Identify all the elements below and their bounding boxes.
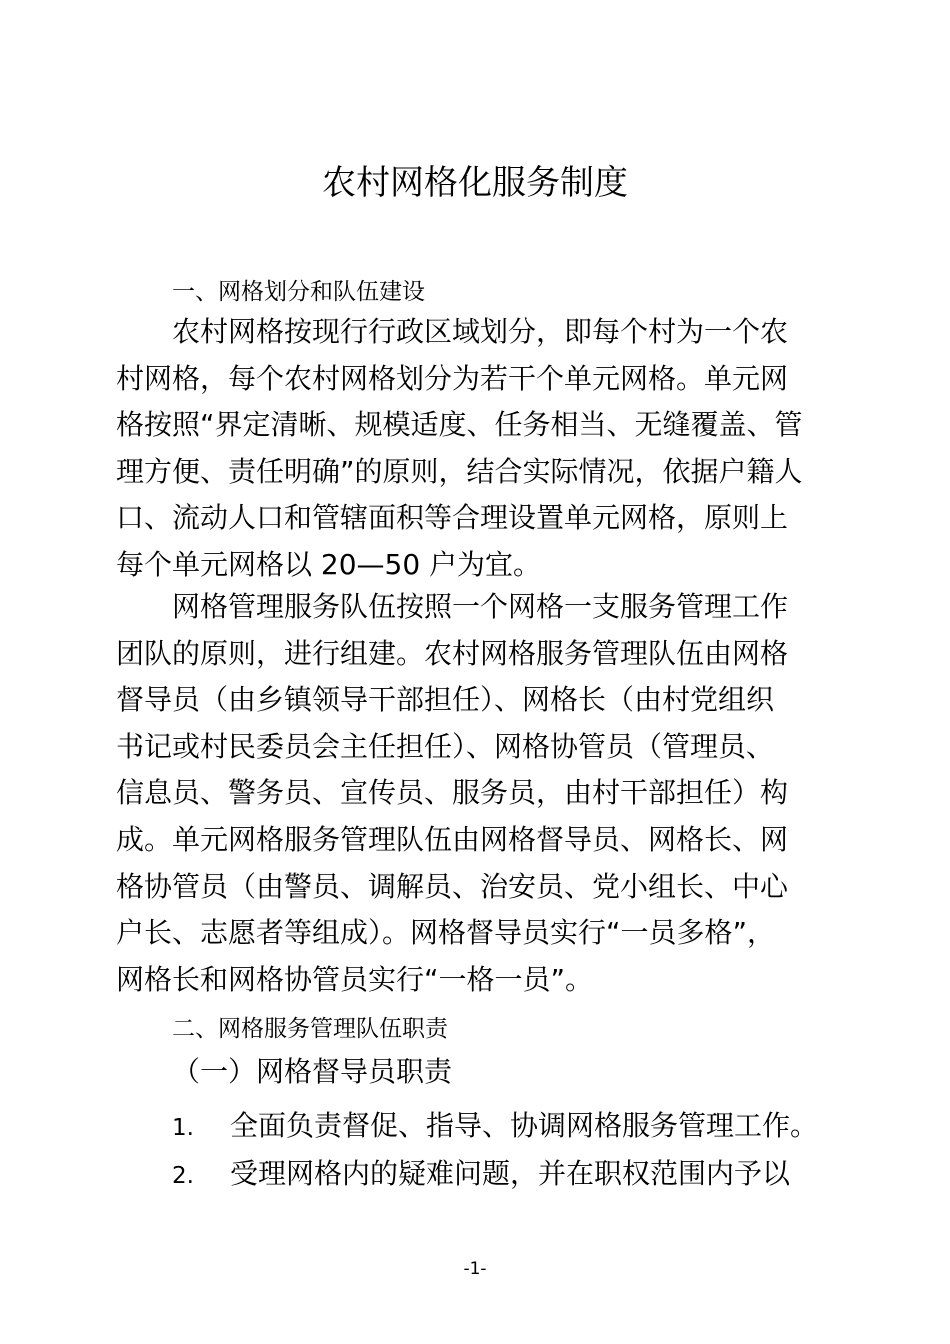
page-number: -1-: [463, 1259, 487, 1279]
paragraph-line: 网格管理服务队伍按照一个网格一支服务管理工作: [172, 590, 789, 623]
list-item-number: 1.: [172, 1115, 194, 1141]
document-title: 农村网格化服务制度: [322, 163, 628, 203]
list-item-text: 全面负责督促、指导、协调网格服务管理工作。: [230, 1109, 819, 1142]
list-item: [172, 1107, 818, 1147]
paragraph-line: 格按照“界定清晰、规模适度、任务相当、无缝覆盖、管: [116, 408, 803, 442]
paragraph-line: 督导员（由乡镇领导干部担任）、网格长（由村党组织: [116, 683, 775, 717]
paragraph-grid-division: [116, 309, 846, 589]
paragraph-line: 理方便、责任明确”的原则，结合实际情况，依据户籍人: [116, 454, 803, 488]
paragraph-team-building: [116, 584, 846, 1003]
paragraph-line: 农村网格按现行行政区域划分，即每个村为一个农: [172, 315, 789, 348]
list-item-number: 2.: [172, 1163, 194, 1189]
subsection-heading: （一）网格督导员职责: [172, 1055, 453, 1088]
section-heading-2: 二、网格服务管理队伍职责: [172, 1016, 448, 1042]
paragraph-line: 信息员、警务员、宣传员、服务员，由村干部担任）构: [116, 776, 789, 810]
paragraph-line: 书记或村民委员会主任担任）、网格协管员（管理员、: [116, 729, 775, 763]
paragraph-line: 口、流动人口和管辖面积等合理设置单元网格，原则上: [116, 501, 789, 535]
list-item-text: 受理网格内的疑难问题，并在职权范围内予以: [230, 1157, 791, 1190]
paragraph-line: 村网格，每个农村网格划分为若干个单元网格。单元网: [116, 361, 789, 395]
paragraph-line: 格协管员（由警员、调解员、治安员、党小组长、中心: [116, 869, 789, 903]
paragraph-line: 户长、志愿者等组成）。网格督导员实行“一员多格”，: [116, 916, 776, 950]
paragraph-line: 成。单元网格服务管理队伍由网格督导员、网格长、网: [116, 822, 789, 856]
list-item: [172, 1155, 790, 1195]
paragraph-line: 网格长和网格协管员实行“一格一员”。: [116, 962, 594, 996]
paragraph-line: 每个单元网格以 20—50 户为宜。: [116, 547, 542, 581]
paragraph-line: 团队的原则，进行组建。农村网格服务管理队伍由网格: [116, 636, 789, 670]
section-heading-1: 一、网格划分和队伍建设: [172, 279, 425, 305]
